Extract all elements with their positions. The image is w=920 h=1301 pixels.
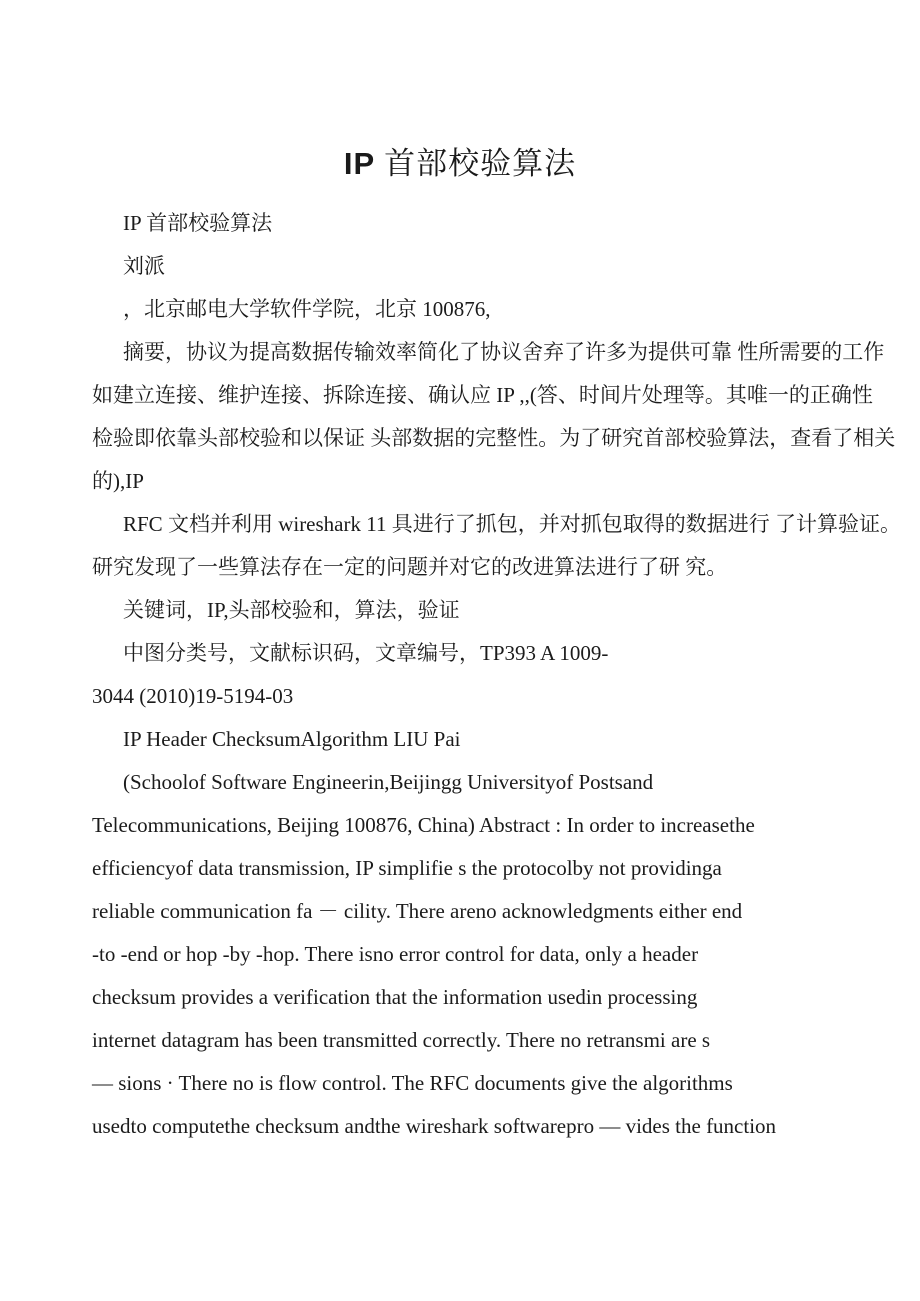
text-line: 摘要，协议为提高数据传输效率简化了协议舍弃了许多为提供可靠 性所需要的工作: [123, 340, 885, 364]
document-title: [0, 138, 920, 183]
document-title-latin: IP: [343, 146, 376, 181]
text-line: 中图分类号，文献标识码，文章编号，TP393 A 1009-: [123, 641, 609, 665]
text-line: reliable communication fa － cility. There areno acknowledgments either end: [92, 899, 743, 923]
text-line: internet datagram has been transmitted correctly. There no retransmi are s: [92, 1028, 711, 1052]
text-line: Telecommunications, Beijing 100876, China) Abstract : In order to increasethe: [92, 813, 755, 837]
text-line: RFC 文档并利用 wireshark 11 具进行了抓包，并对抓包取得的数据进行 了计算验证。: [123, 512, 901, 536]
text-line: ，北京邮电大学软件学院，北京 100876,: [123, 297, 491, 321]
text-line: 的),IP: [92, 469, 144, 493]
text-line: checksum provides a verification that the information usedin processing: [92, 985, 698, 1009]
text-line: IP 首部校验算法: [123, 211, 273, 235]
text-line: 刘派: [123, 254, 165, 278]
text-line: (Schoolof Software Engineerin,Beijingg Universityof Postsand: [123, 770, 654, 794]
text-line: usedto computethe checksum andthe wireshark softwarepro — vides the function: [92, 1114, 777, 1138]
text-line: 检验即依靠头部校验和以保证 头部数据的完整性。为了研究首部校验算法，查看了相关: [92, 426, 896, 450]
text-line: -to -end or hop -by -hop. There isno error control for data, only a header: [92, 942, 699, 966]
text-line: 研究发现了一些算法存在一定的问题并对它的改进算法进行了研 究。: [92, 555, 728, 579]
text-line: — sions · There no is flow control. The RFC documents give the algorithms: [92, 1071, 733, 1095]
document-title-cjk: 首部校验算法: [384, 146, 577, 181]
document-body: [92, 202, 901, 1148]
text-line: 关键词，IP,头部校验和，算法，验证: [123, 598, 460, 622]
text-line: efficiencyof data transmission, IP simplifie s the protocolby not providinga: [92, 856, 722, 880]
text-line: 3044 (2010)19-5194-03: [92, 684, 294, 708]
text-line: 如建立连接、维护连接、拆除连接、确认应 IP ,,(答、时间片处理等。其唯一的正确性: [92, 383, 873, 407]
text-line: IP Header ChecksumAlgorithm LIU Pai: [123, 727, 461, 751]
